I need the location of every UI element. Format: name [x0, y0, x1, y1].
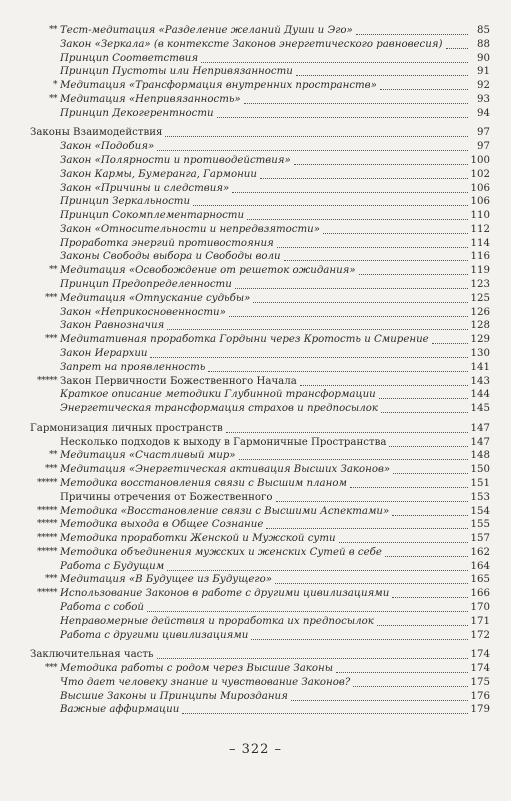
- dot-leader: [157, 649, 468, 659]
- entry-marker: ***: [45, 292, 57, 303]
- entry-title: Работа с другими цивилизациями: [60, 629, 249, 641]
- entry-page-number: 148: [470, 450, 490, 462]
- dot-leader: [157, 141, 468, 151]
- dot-leader: [380, 80, 468, 90]
- dot-leader: [266, 519, 468, 529]
- entry-marker: ***: [45, 464, 57, 475]
- entry-title: Энергетическая трансформация страхов и предпосылок: [60, 403, 378, 415]
- toc-entry-row: [0, 601, 511, 614]
- entry-title: Законы Взаимодействия: [30, 127, 163, 139]
- entry-title: Несколько подходов к выходу в Гармоничные Пространства: [60, 436, 387, 448]
- dot-leader: [432, 334, 468, 344]
- entry-title: Закон Первичности Божественного Начала: [60, 375, 297, 387]
- entry-title: Медитация «В Будущее из Будущего»: [60, 574, 272, 586]
- entry-marker: *****: [37, 519, 57, 530]
- entry-page-number: 106: [470, 182, 490, 194]
- entry-title: Важные аффирмации: [60, 704, 180, 716]
- dot-leader: [226, 423, 468, 433]
- dot-leader: [232, 183, 468, 193]
- dot-leader: [284, 251, 468, 261]
- entry-title: Высшие Законы и Принципы Мироздания: [60, 690, 288, 702]
- entry-title: Заключительная часть: [30, 649, 154, 661]
- entry-title: Закон «Неприкосновенности»: [60, 306, 226, 318]
- entry-title: Медитация «Отпускание судьбы»: [60, 292, 251, 304]
- entry-marker: *****: [37, 546, 57, 557]
- toc-entry-row: [0, 292, 511, 305]
- toc-entry-row: [0, 333, 511, 346]
- entry-page-number: 97: [477, 141, 490, 153]
- entry-marker: *: [53, 80, 57, 91]
- entry-marker: *****: [37, 375, 57, 386]
- toc-entry-row: [0, 676, 511, 689]
- toc-entry-row: [0, 79, 511, 92]
- toc-entry-row: [0, 560, 511, 573]
- entry-page-number: 102: [470, 168, 490, 180]
- dot-leader: [356, 25, 468, 35]
- dot-leader: [147, 602, 468, 612]
- entry-page-number: 116: [470, 251, 490, 263]
- entry-page-number: 145: [470, 403, 490, 415]
- dot-leader: [339, 533, 468, 543]
- entry-title: Методика объединения мужских и женских Сутей в себе: [60, 546, 382, 558]
- entry-marker: ***: [45, 663, 57, 674]
- entry-title: Закон «Причины и следствия»: [60, 182, 230, 194]
- toc-entry-row: [0, 518, 511, 531]
- toc-entry-row: [0, 65, 511, 78]
- entry-page-number: 88: [477, 38, 490, 50]
- dot-leader: [385, 547, 468, 557]
- dot-leader: [275, 574, 468, 584]
- entry-page-number: 97: [477, 127, 490, 139]
- toc-entry-row: [0, 573, 511, 586]
- entry-title: Медитативная проработка Гордыни через Кротость и Смирение: [60, 334, 429, 346]
- dot-leader: [379, 389, 468, 399]
- entry-page-number: 110: [470, 210, 490, 222]
- entry-page-number: 174: [470, 663, 490, 675]
- entry-page-number: 85: [477, 25, 490, 36]
- toc-entry-row: [0, 463, 511, 476]
- toc-entry-row: [0, 93, 511, 106]
- entry-page-number: 172: [470, 629, 490, 641]
- entry-title: Гармонизация личных пространств: [30, 422, 223, 434]
- entry-title: Работа с собой: [60, 601, 144, 613]
- dot-leader: [300, 376, 468, 386]
- toc-entry-row: [0, 491, 511, 504]
- dot-leader: [389, 437, 468, 447]
- entry-page-number: 125: [470, 292, 490, 304]
- toc-entry-row: [0, 306, 511, 319]
- entry-page-number: 147: [470, 436, 490, 448]
- dot-leader: [150, 348, 468, 358]
- entry-title: Использование Законов в работе с другими цивилизациями: [60, 588, 390, 600]
- entry-title: Краткое описание методики Глубинной трансформации: [60, 389, 376, 401]
- toc-entry-row: [0, 615, 511, 628]
- toc-entry-row: [0, 587, 511, 600]
- entry-page-number: 151: [470, 477, 490, 489]
- entry-page-number: 119: [470, 265, 490, 277]
- dot-leader: [276, 492, 468, 502]
- toc-entry-row: [0, 629, 511, 642]
- dot-leader: [392, 506, 468, 516]
- entry-page-number: 126: [470, 306, 490, 318]
- entry-page-number: 94: [477, 107, 490, 119]
- entry-page-number: 128: [470, 320, 490, 332]
- toc-entry-row: [0, 182, 511, 195]
- toc-entry-row: [0, 223, 511, 236]
- dot-leader: [277, 238, 468, 248]
- entry-title: Законы Свободы выбора и Свободы воли: [60, 251, 281, 263]
- dot-leader: [165, 127, 468, 137]
- entry-title: Проработка энергий противостояния: [60, 237, 274, 249]
- entry-page-number: 162: [470, 546, 490, 558]
- entry-marker: ***: [45, 574, 57, 585]
- dot-leader: [392, 588, 468, 598]
- entry-page-number: 112: [470, 223, 490, 235]
- entry-page-number: 157: [470, 533, 490, 545]
- dot-leader: [393, 464, 468, 474]
- entry-title: Закон «Зеркала» (в контексте Законов энергетического равновесия): [60, 38, 443, 50]
- entry-title: Медитация «Счастливый мир»: [60, 450, 236, 462]
- toc-section-row: [0, 126, 511, 139]
- entry-title: Неправомерные действия и проработка их предпосылок: [60, 615, 374, 627]
- entry-marker: *****: [37, 588, 57, 599]
- entry-page-number: 174: [470, 649, 490, 661]
- dot-leader: [247, 210, 468, 220]
- dot-leader: [239, 450, 468, 460]
- toc-entry-row: [0, 319, 511, 332]
- toc-entry-row: [0, 375, 511, 388]
- entry-title: Принцип Пустоты или Непривязанности: [60, 66, 293, 78]
- entry-page-number: 106: [470, 196, 490, 208]
- toc-entry-row: [0, 168, 511, 181]
- entry-page-number: 179: [470, 704, 490, 716]
- entry-title: Причины отречения от Божественного: [60, 491, 273, 503]
- entry-title: Закон «Относительности и непредвзятости»: [60, 223, 320, 235]
- entry-page-number: 176: [470, 690, 490, 702]
- dot-leader: [294, 155, 468, 165]
- dot-leader: [167, 320, 468, 330]
- dot-leader: [260, 169, 468, 179]
- toc-entry-row: [0, 209, 511, 222]
- entry-page-number: 164: [470, 560, 490, 572]
- page-number: – 322 –: [228, 742, 283, 757]
- dot-leader: [296, 66, 468, 76]
- toc-section-row: [0, 422, 511, 435]
- toc-entry-row: [0, 703, 511, 716]
- dot-leader: [359, 265, 468, 275]
- toc-entry-row: [0, 546, 511, 559]
- entry-page-number: 147: [470, 422, 490, 434]
- entry-title: Методика «Восстановление связи с Высшими Аспектами»: [60, 505, 390, 517]
- dot-leader: [229, 307, 468, 317]
- entry-page-number: 141: [470, 361, 490, 373]
- entry-title: Закон Равнозначия: [60, 320, 165, 332]
- entry-title: Методика восстановления связи с Высшим планом: [60, 477, 347, 489]
- entry-page-number: 114: [470, 237, 490, 249]
- entry-page-number: 91: [477, 66, 490, 78]
- toc-entry-row: [0, 532, 511, 545]
- entry-title: Медитация «Трансформация внутренних пространств»: [60, 80, 377, 92]
- toc-entry-row: [0, 388, 511, 401]
- entry-page-number: 155: [470, 519, 490, 531]
- entry-page-number: 123: [470, 279, 490, 291]
- toc-entry-row: [0, 347, 511, 360]
- toc-entry-row: [0, 662, 511, 675]
- dot-leader: [353, 677, 468, 687]
- toc-entry-row: [0, 449, 511, 462]
- dot-leader: [336, 663, 468, 673]
- toc-entry-row: [0, 264, 511, 277]
- entry-page-number: 93: [477, 93, 490, 105]
- entry-page-number: 129: [470, 334, 490, 346]
- dot-leader: [193, 196, 468, 206]
- dot-leader: [217, 108, 468, 118]
- entry-title: Медитация «Освобождение от решеток ожидания»: [60, 265, 356, 277]
- entry-marker: **: [49, 265, 57, 276]
- entry-page-number: 90: [477, 52, 490, 64]
- entry-page-number: 166: [470, 588, 490, 600]
- toc-entry-row: [0, 195, 511, 208]
- entry-title: Принцип Зеркальности: [60, 196, 191, 208]
- toc-entry-row: [0, 436, 511, 449]
- toc-entry-row: [0, 505, 511, 518]
- entry-title: Работа с Будущим: [60, 560, 165, 572]
- entry-marker: **: [49, 93, 57, 104]
- entry-title: Тест-медитация «Разделение желаний Души и Эго»: [60, 25, 353, 36]
- entry-page-number: 171: [470, 615, 490, 627]
- toc-entry-row: [0, 278, 511, 291]
- entry-page-number: 150: [470, 464, 490, 476]
- entry-marker: *****: [37, 505, 57, 516]
- entry-title: Методика выхода в Общее Сознание: [60, 519, 264, 531]
- entry-marker: *****: [37, 477, 57, 488]
- dot-leader: [350, 478, 468, 488]
- toc-entry-row: [0, 24, 511, 37]
- entry-page-number: 92: [477, 80, 490, 92]
- entry-page-number: 154: [470, 505, 490, 517]
- toc-entry-row: [0, 52, 511, 65]
- toc-entry-row: [0, 361, 511, 374]
- entry-page-number: 165: [470, 574, 490, 586]
- entry-title: Медитация «Непривязанность»: [60, 93, 241, 105]
- toc-entry-row: [0, 237, 511, 250]
- dot-leader: [208, 362, 468, 372]
- entry-title: Методика работы с родом через Высшие Законы: [60, 663, 334, 675]
- entry-title: Принцип Сокомплементарности: [60, 210, 245, 222]
- dot-leader: [291, 691, 468, 701]
- dot-leader: [381, 403, 468, 413]
- entry-title: Закон Кармы, Бумеранга, Гармонии: [60, 168, 257, 180]
- toc-entry-row: [0, 38, 511, 51]
- entry-title: Методика проработки Женской и Мужской сути: [60, 533, 336, 545]
- entry-title: Принцип Декогерентности: [60, 107, 214, 119]
- dot-leader: [323, 224, 468, 234]
- toc-entry-row: [0, 140, 511, 153]
- dot-leader: [377, 616, 468, 626]
- dot-leader: [182, 704, 468, 714]
- entry-page-number: 170: [470, 601, 490, 613]
- entry-title: Закон «Подобия»: [60, 141, 155, 153]
- entry-page-number: 100: [470, 155, 490, 167]
- toc-entry-row: [0, 477, 511, 490]
- toc-entry-row: [0, 250, 511, 263]
- entry-page-number: 130: [470, 347, 490, 359]
- entry-marker: ***: [45, 334, 57, 345]
- entry-title: Принцип Соответствия: [60, 52, 199, 64]
- entry-title: Закон «Полярности и противодействия»: [60, 155, 291, 167]
- entry-title: Запрет на проявленность: [60, 361, 206, 373]
- dot-leader: [201, 53, 468, 63]
- dot-leader: [244, 94, 468, 104]
- toc-entry-row: [0, 154, 511, 167]
- entry-page-number: 175: [470, 676, 490, 688]
- dot-leader: [253, 293, 468, 303]
- entry-marker: *****: [37, 533, 57, 544]
- entry-page-number: 143: [470, 375, 490, 387]
- toc-entry-row: [0, 690, 511, 703]
- entry-page-number: 144: [470, 389, 490, 401]
- dot-leader: [446, 39, 468, 49]
- entry-page-number: 153: [470, 491, 490, 503]
- toc-section-row: [0, 648, 511, 661]
- entry-title: Закон Иерархии: [60, 347, 148, 359]
- toc-entry-row: [0, 107, 511, 120]
- entry-title: Что дает человеку знание и чувствование Законов?: [60, 676, 351, 688]
- entry-marker: **: [49, 25, 57, 35]
- dot-leader: [167, 561, 468, 571]
- dot-leader: [251, 630, 468, 640]
- entry-title: Медитация «Энергетическая активация Высших Законов»: [60, 464, 391, 476]
- entry-marker: **: [49, 450, 57, 461]
- entry-title: Принцип Предопределенности: [60, 279, 232, 291]
- toc-entry-row: [0, 402, 511, 415]
- dot-leader: [235, 279, 468, 289]
